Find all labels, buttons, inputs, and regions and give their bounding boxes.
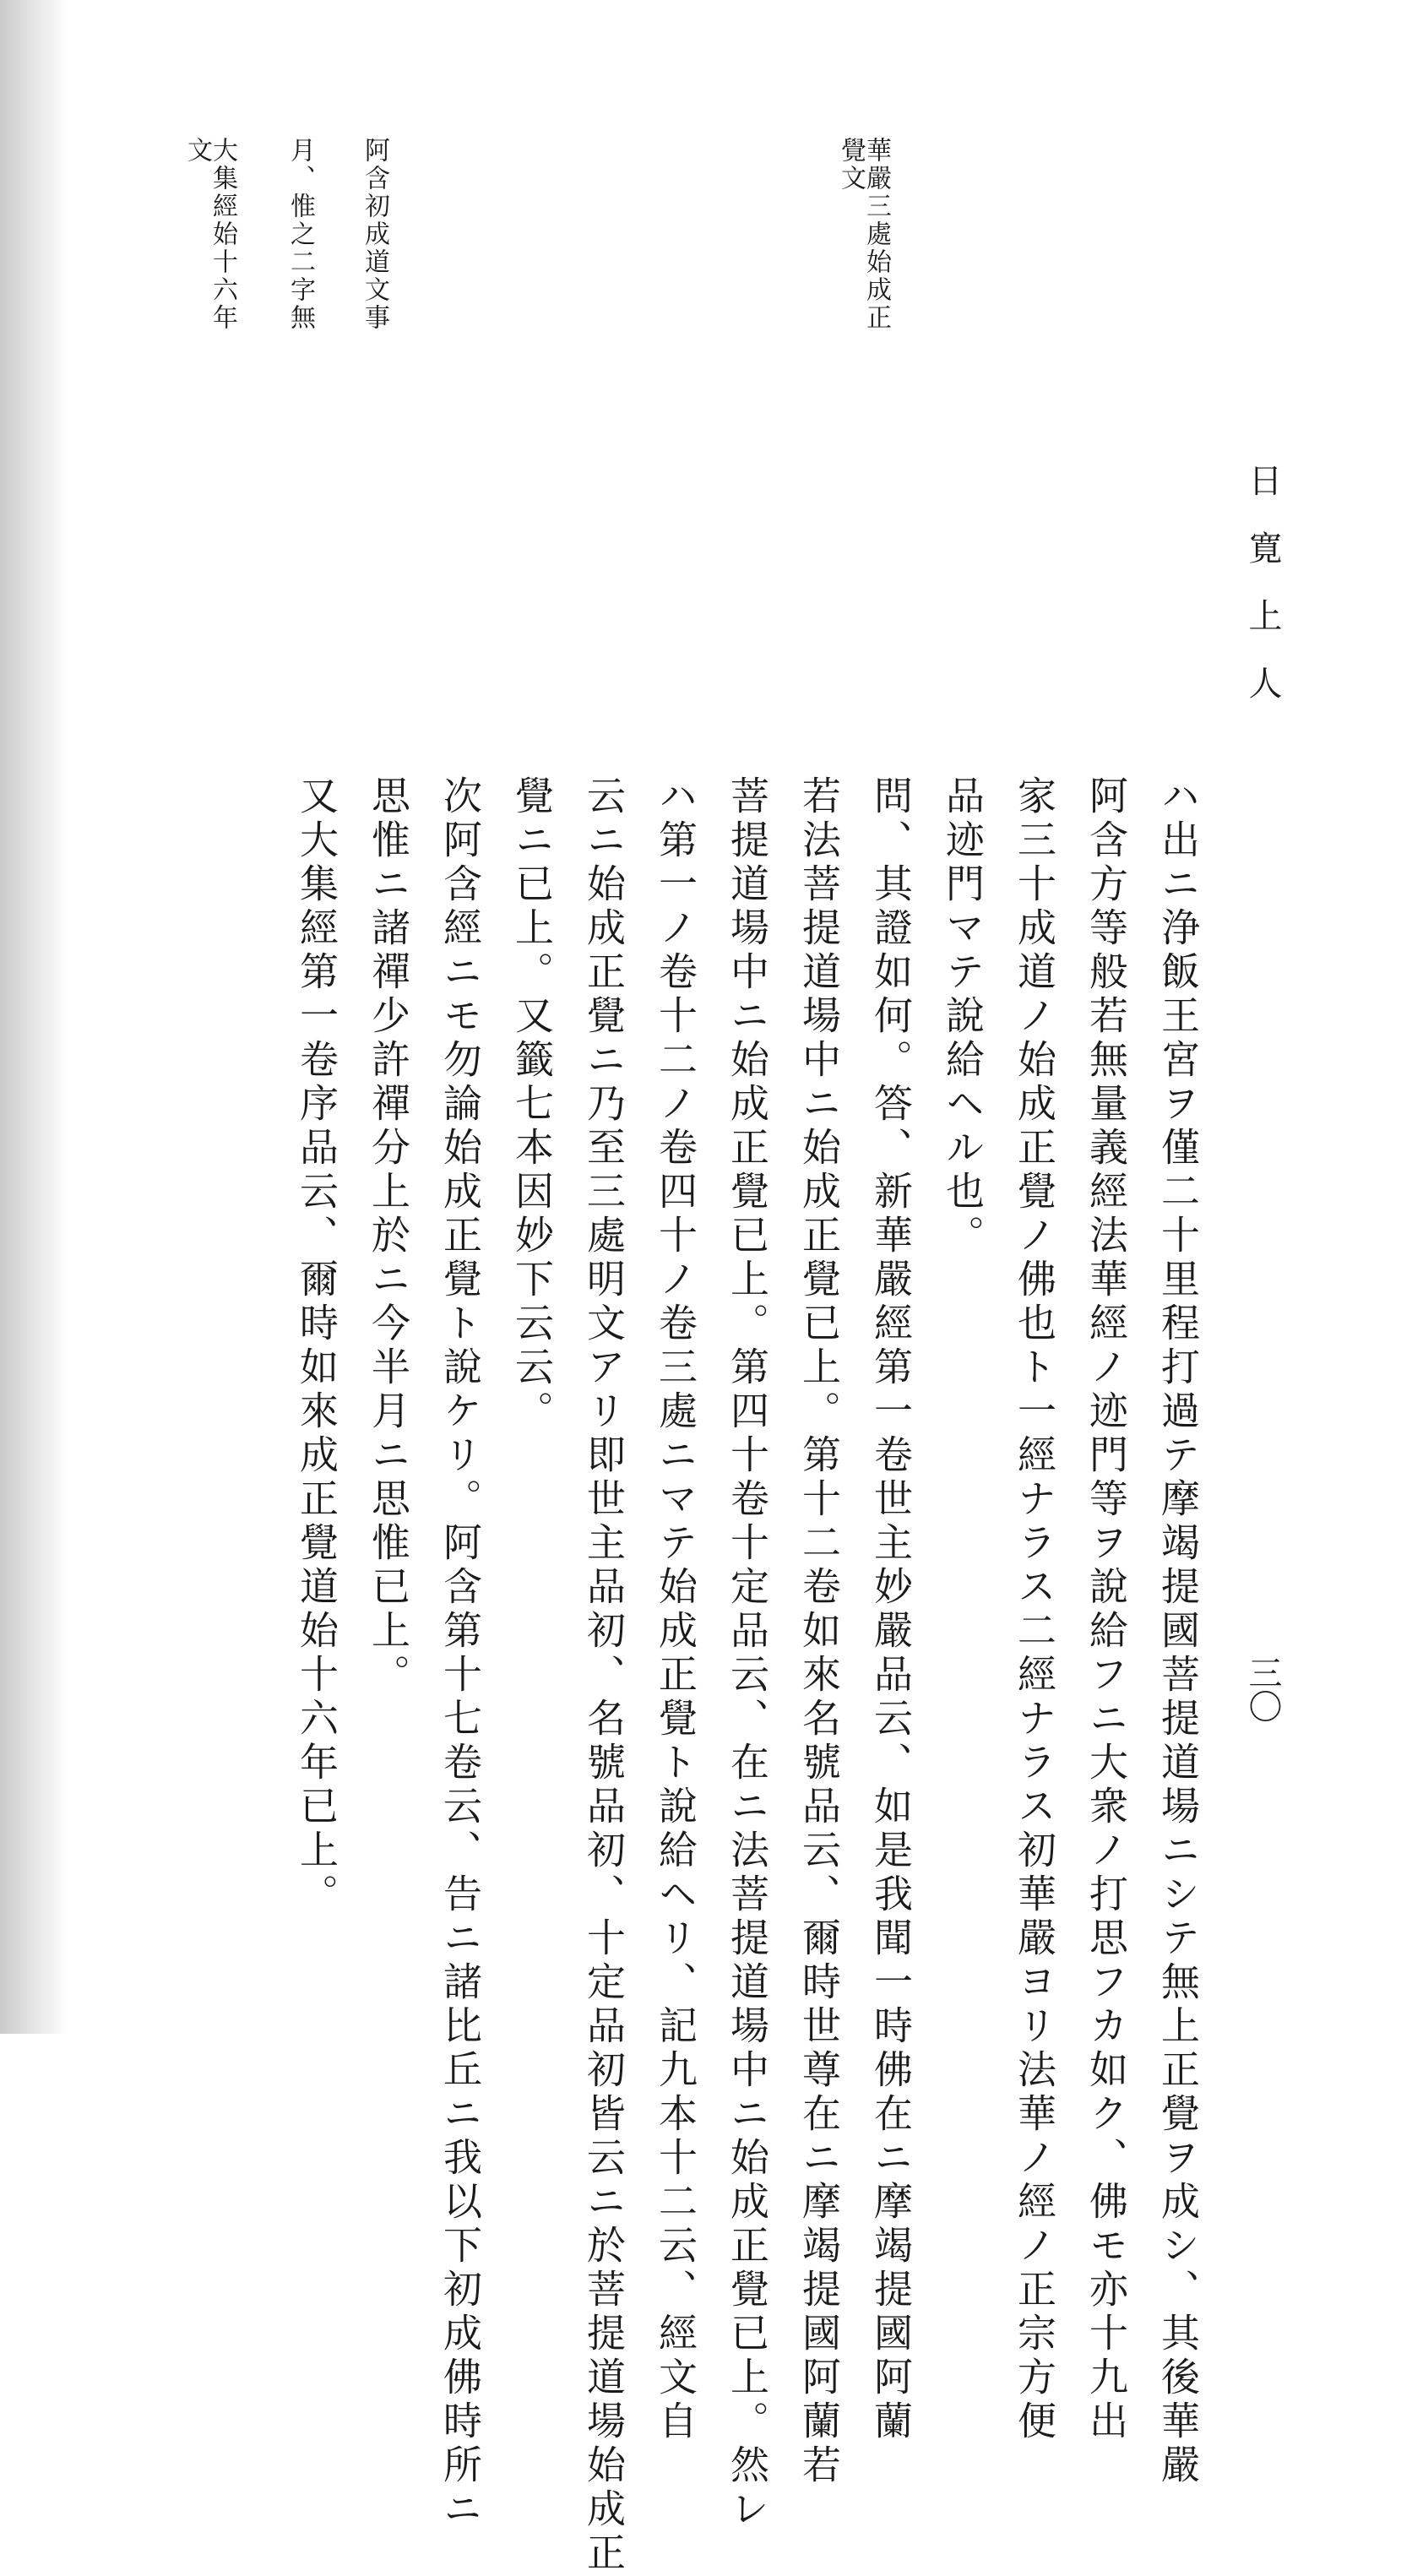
margin-note-line: 華嚴三處始成正 bbox=[861, 137, 891, 332]
margin-note bbox=[184, 137, 235, 332]
body-column: 菩提道場中ニ始成正覺已上。第四十卷十定品云、在ニ法菩提道場中ニ始成正覺已上。然レ bbox=[725, 775, 770, 2532]
body-column: ハ第一ノ卷十二ノ卷四十ノ卷三處ニマテ始成正覺ト說給ヘリ、記九本十二云、經文自 bbox=[653, 775, 698, 2444]
margin-note bbox=[361, 137, 387, 332]
margin-note-line: 阿含初成道文事 bbox=[360, 137, 389, 332]
body-column: 若法菩提道場中ニ始成正覺已上。第十二卷如來名號品云、爾時世尊在ニ摩竭提國阿蘭若 bbox=[796, 775, 842, 2488]
body-column: 阿含方等般若無量義經法華經ノ迹門等ヲ說給フニ大衆ノ打思フカ如ク、佛モ亦十九出 bbox=[1083, 775, 1129, 2444]
scan-gutter-shadow bbox=[0, 0, 66, 2034]
body-column: 覺ニ已上。又籤七本因妙下云云。 bbox=[509, 775, 555, 1434]
body-column: 又大集經第一卷序品云、爾時如來成正覺道始十六年已上。 bbox=[294, 775, 339, 1917]
body-column: 思惟ニ諸禪少許禪分上於ニ今半月ニ思惟已上。 bbox=[366, 775, 411, 1698]
running-head: 日寛上人 bbox=[1243, 463, 1282, 733]
margin-note-line: 大集經始十六年 bbox=[208, 137, 237, 332]
margin-note-line: 覺文 bbox=[836, 137, 866, 193]
page-number: 三〇 bbox=[1243, 1655, 1282, 1723]
body-column: 云ニ始成正覺ニ乃至三處明文アリ即世主品初、名號品初、十定品初皆云ニ於菩提道場始成正 bbox=[581, 775, 627, 2576]
margin-note bbox=[285, 137, 315, 332]
body-column: 問、其證如何。答、新華嚴經第一卷世主妙嚴品云、如是我聞一時佛在ニ摩竭提國阿蘭 bbox=[868, 775, 914, 2444]
body-column: 品迹門マテ說給ヘル也。 bbox=[940, 775, 986, 1258]
body-column: ハ出ニ浄飯王宮ヲ僅二十里程打過テ摩竭提國菩提道場ニシテ無上正覺ヲ成シ、其後華嚴 bbox=[1155, 775, 1201, 2488]
body-column: 次阿含經ニモ勿論始成正覺ト說ケリ。阿含第十七卷云、告ニ諸比丘ニ我以下初成佛時所ニ bbox=[437, 775, 483, 2532]
body-column: 家三十成道ノ始成正覺ノ佛也ト一經ナラス二經ナラス初華嚴ヨリ法華ノ經ノ正宗方便 bbox=[1012, 775, 1057, 2444]
margin-note-line: 文 bbox=[182, 137, 212, 165]
margin-note-line: 月、惟之二字無 bbox=[285, 137, 315, 332]
margin-note bbox=[836, 137, 891, 332]
